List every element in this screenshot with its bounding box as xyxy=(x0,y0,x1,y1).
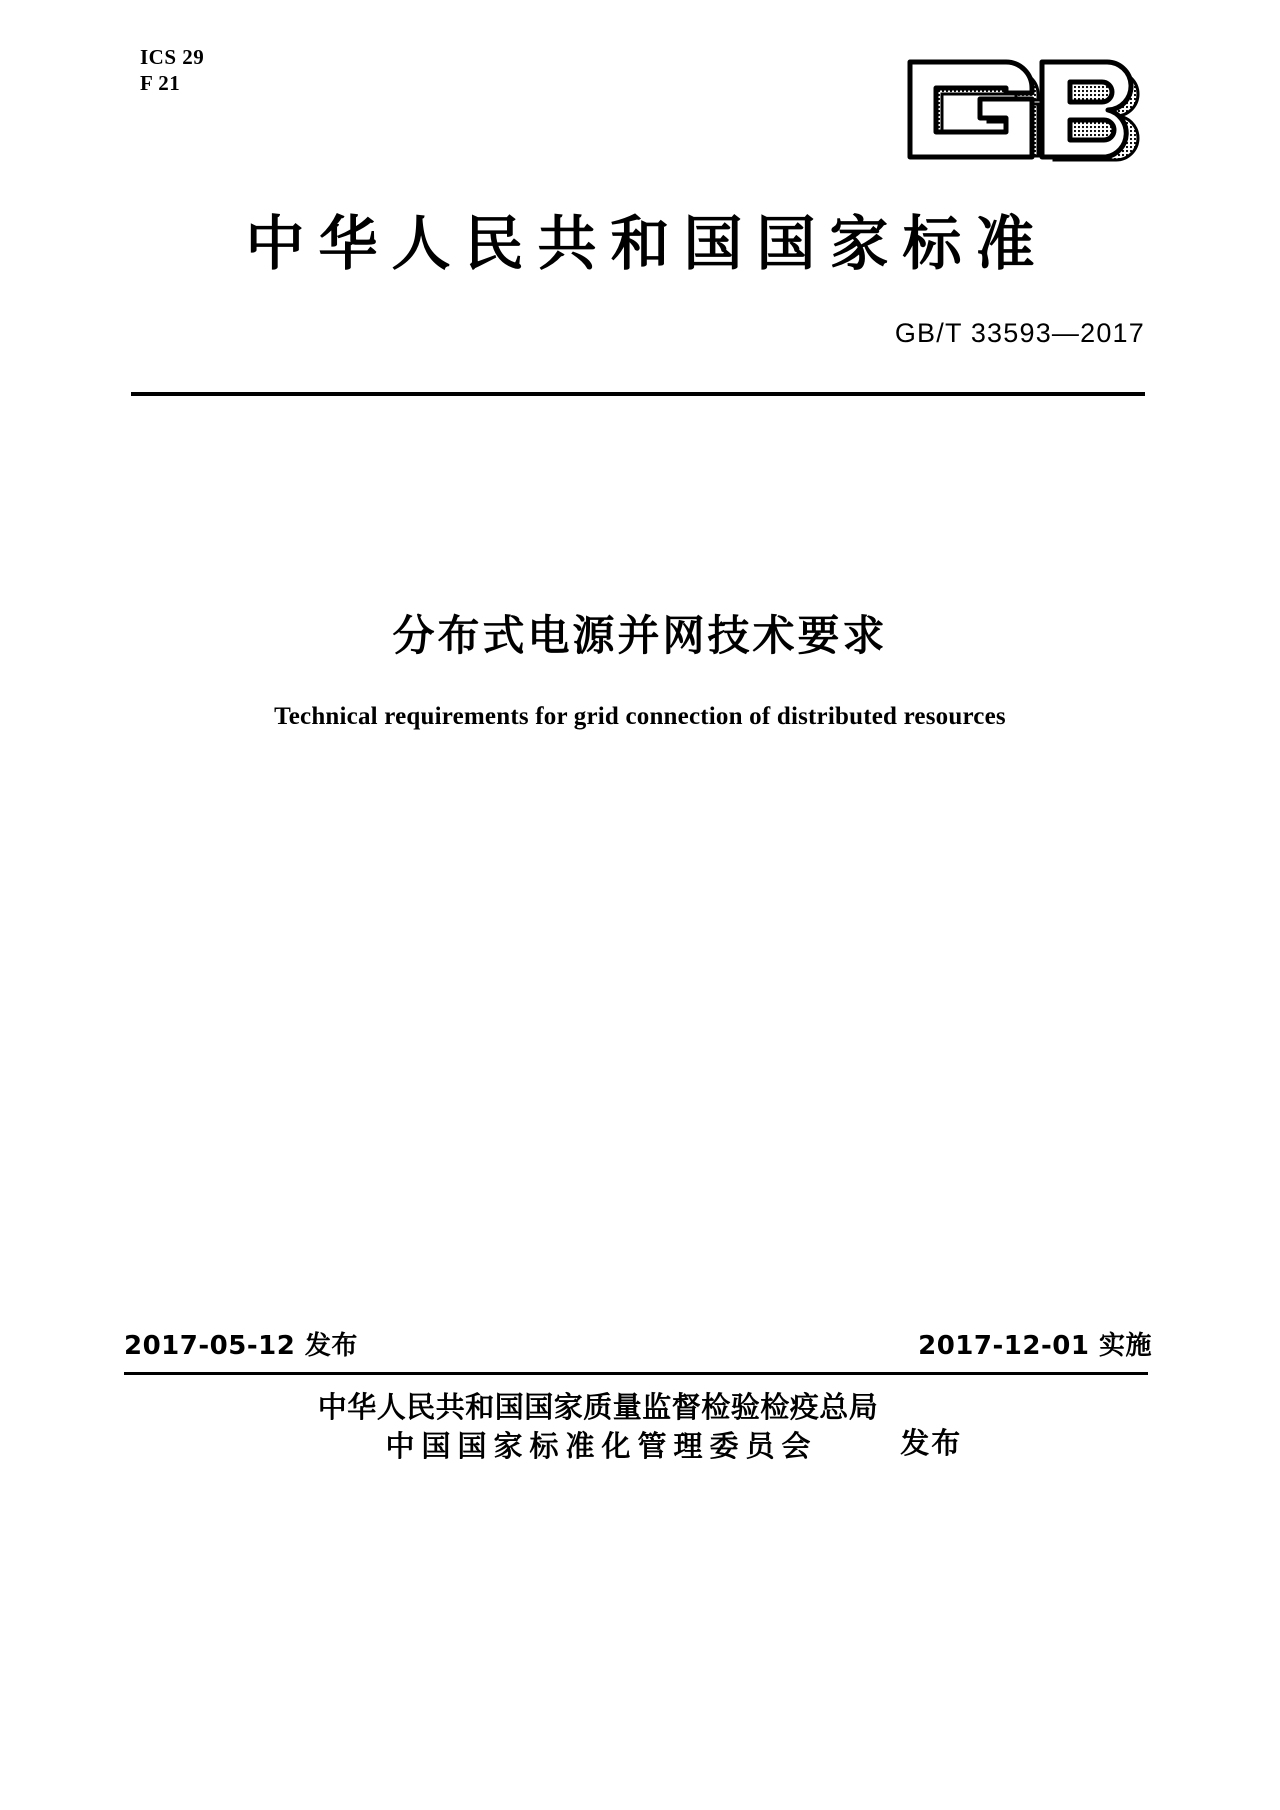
header-divider xyxy=(131,392,1145,396)
standard-number: GB/T 33593—2017 xyxy=(894,318,1145,348)
footer-divider xyxy=(124,1372,1148,1375)
ics-classification-block xyxy=(140,44,204,97)
publisher-block xyxy=(0,1388,1280,1466)
national-standard-title: 中华人民共和国国家标准 xyxy=(245,209,1049,278)
effective-date: 2017-12-01 实施 xyxy=(918,1331,1152,1361)
publisher-verb: 发布 xyxy=(900,1426,963,1461)
publisher-line-2: 中国国家标准化管理委员会 xyxy=(385,1429,818,1464)
publisher-line-1: 中华人民共和国国家质量监督检验检疫总局 xyxy=(317,1390,879,1424)
gb-logo-icon xyxy=(902,46,1152,171)
issue-date: 2017-05-12 发布 xyxy=(124,1331,358,1361)
classification-code: F 21 xyxy=(140,71,181,96)
document-title-chinese: 分布式电源并网技术要求 xyxy=(392,611,888,660)
publisher-names xyxy=(318,1388,879,1466)
ics-code: ICS 29 xyxy=(140,45,205,69)
document-title-english: Technical requirements for grid connection of distributed resources xyxy=(274,703,1006,730)
